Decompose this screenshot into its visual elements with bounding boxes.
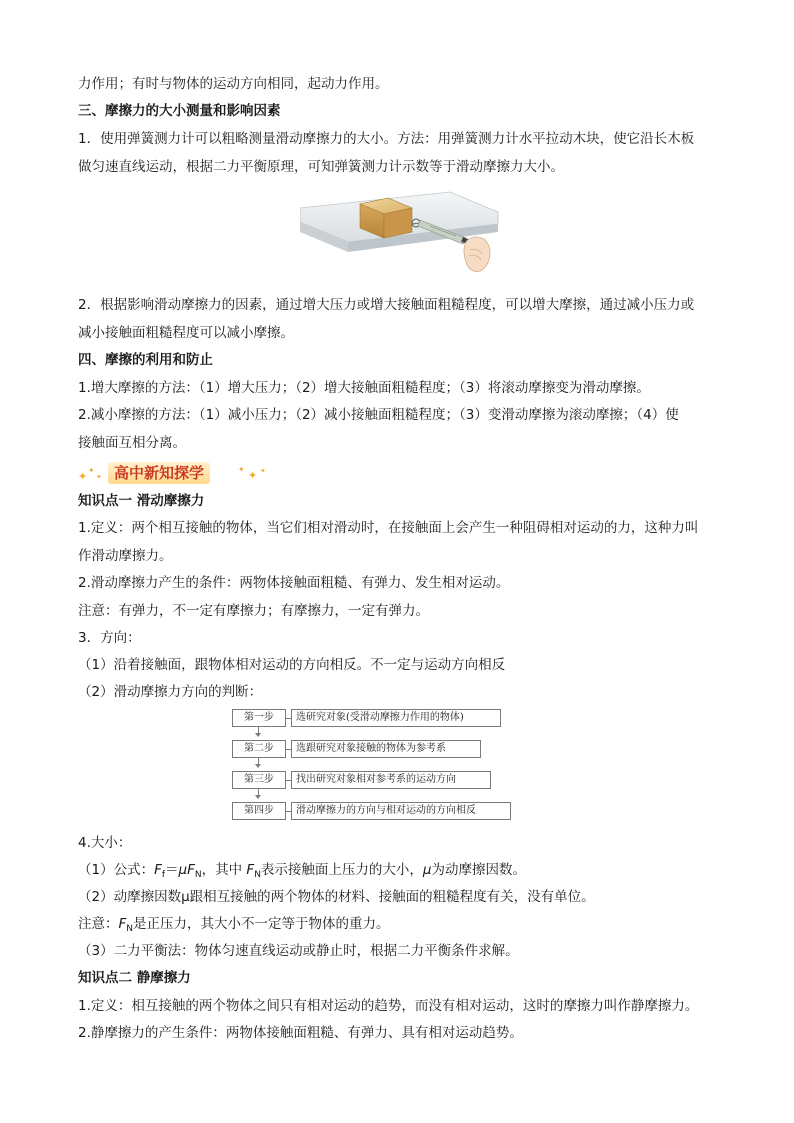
section-banner: [78, 462, 278, 484]
text-line: 2.减小摩擦的方法：（1）减小压力；（2）减小接触面粗糙程度；（3）变滑动摩擦为滚动摩擦；（4）使: [78, 407, 679, 423]
text-line: 2.滑动摩擦力产生的条件：两物体接触面粗糙、有弹力、发生相对运动。: [78, 575, 510, 591]
sparkle-icon: ✦: [238, 465, 245, 474]
flow-desc-2: 选跟研究对象接触的物体为参考系: [291, 740, 481, 758]
knowledge-point-2: 知识点二 静摩擦力: [78, 970, 191, 986]
text-line: 做匀速直线运动，根据二力平衡原理，可知弹簧测力计示数等于滑动摩擦力大小。: [78, 159, 564, 175]
section-heading-4: 四、摩擦的利用和防止: [78, 352, 213, 368]
formula-line: （1）公式：$F_f=\mu F_N$，其中 $F_N$表示接触面上压力的大小，μ为动摩擦因数。: [78, 862, 527, 880]
flow-desc-3: 找出研究对象相对参考系的运动方向: [291, 771, 491, 789]
knowledge-point-1: 知识点一 滑动摩擦力: [78, 493, 205, 509]
text-line: 2．根据影响滑动摩擦力的因素，通过增大压力或增大接触面粗糙程度，可以增大摩擦，通过减小压力或: [78, 297, 695, 313]
flow-desc-1: 选研究对象(受滑动摩擦力作用的物体): [291, 709, 501, 727]
text-line: 力作用；有时与物体的运动方向相同，起动力作用。: [78, 76, 389, 92]
note-line: 注意：$F_N$是正压力，其大小不一定等于物体的重力。: [78, 916, 390, 934]
spring-scale-experiment-image: [300, 190, 500, 285]
text-line: 2.静摩擦力的产生条件：两物体接触面粗糙、有弹力、具有相对运动趋势。: [78, 1025, 523, 1041]
flow-step-4: 第四步: [232, 802, 286, 820]
text-line: 4.大小：: [78, 835, 132, 851]
text-line: 作滑动摩擦力。: [78, 548, 173, 564]
flow-step-3: 第三步: [232, 771, 286, 789]
text-line: （1）沿着接触面，跟物体相对运动的方向相反。不一定与运动方向相反: [78, 657, 506, 673]
text-line: 1．使用弹簧测力计可以粗略测量滑动摩擦力的大小。方法：用弹簧测力计水平拉动木块，使它沿长木板: [78, 131, 695, 147]
friction-direction-flowchart: [232, 709, 512, 821]
sparkle-icon: ✦: [78, 470, 88, 483]
text-line: 3．方向：: [78, 630, 141, 646]
banner-title: 高中新知探学: [108, 462, 210, 484]
sparkle-icon: ✦: [248, 469, 258, 482]
text-line: （2）动摩擦因数μ跟相互接触的两个物体的材料、接触面的粗糙程度有关，没有单位。: [78, 889, 595, 905]
sparkle-icon: ✦: [88, 466, 95, 475]
text-line: 减小接触面粗糙程度可以减小摩擦。: [78, 325, 294, 341]
text-line: （2）滑动摩擦力方向的判断：: [78, 684, 263, 700]
text-line: （3）二力平衡法：物体匀速直线运动或静止时，根据二力平衡条件求解。: [78, 943, 519, 959]
section-heading-3: 三、摩擦力的大小测量和影响因素: [78, 103, 281, 119]
text-line: 1.定义：两个相互接触的物体，当它们相对滑动时，在接触面上会产生一种阻碍相对运动的力，这种力叫: [78, 520, 699, 536]
text-line: 1.定义：相互接触的两个物体之间只有相对运动的趋势，而没有相对运动，这时的摩擦力叫作静摩擦力。: [78, 998, 699, 1014]
sparkle-icon: ✦: [96, 473, 102, 481]
flow-step-2: 第二步: [232, 740, 286, 758]
text-line: 接触面互相分离。: [78, 435, 186, 451]
text-line: 1.增大摩擦的方法：（1）增大压力；（2）增大接触面粗糙程度；（3）将滚动摩擦变为滑动摩擦。: [78, 380, 650, 396]
flow-desc-4: 滑动摩擦力的方向与相对运动的方向相反: [291, 802, 511, 820]
note-line: 注意：有弹力，不一定有摩擦力；有摩擦力，一定有弹力。: [78, 603, 429, 619]
flow-step-1: 第一步: [232, 709, 286, 727]
sparkle-icon: ✦: [260, 467, 266, 475]
